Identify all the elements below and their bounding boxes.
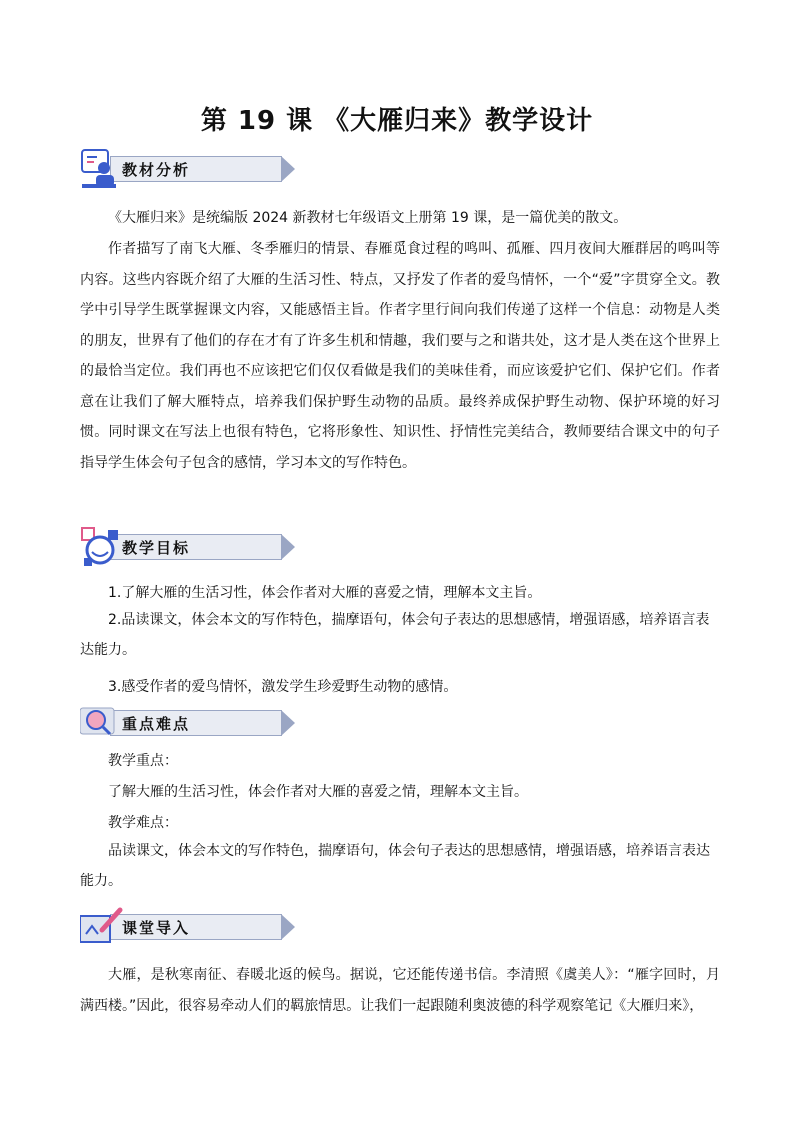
section-header-goals xyxy=(80,526,220,566)
section-header-analysis xyxy=(80,148,220,188)
goal-item-2: 2.品读课文，体会本文的写作特色，揣摩语句，体会句子表达的思想感情，增强语感，培养语言表达能力。 xyxy=(80,612,710,658)
difficulty-text: 品读课文，体会本文的写作特色，揣摩语句，体会句子表达的思想感情，增强语感，培养语言表达能力。 xyxy=(80,843,710,889)
section-label: 教材分析 xyxy=(122,161,191,179)
section-header-intro xyxy=(80,906,220,946)
goal-item-1: 1.了解大雁的生活习性，体会作者对大雁的喜爱之情，理解本文主旨。 xyxy=(108,585,542,601)
section-label: 课堂导入 xyxy=(122,919,191,937)
section-label: 教学目标 xyxy=(122,539,191,557)
target-icon xyxy=(80,526,122,570)
key-point-label: 教学重点： xyxy=(108,753,178,769)
teacher-icon xyxy=(80,148,120,192)
section-header-key-points xyxy=(80,702,220,742)
analysis-paragraph-1: 《大雁归来》是统编版 2024 新教材七年级语文上册第 19 课，是一篇优美的散文。 xyxy=(108,210,628,226)
goal-item-3: 3.感受作者的爱鸟情怀，激发学生珍爱野生动物的感情。 xyxy=(108,679,458,695)
key-point-text: 了解大雁的生活习性，体会作者对大雁的喜爱之情，理解本文主旨。 xyxy=(108,784,528,800)
section-label: 重点难点 xyxy=(122,715,191,733)
magnifier-icon xyxy=(80,702,122,742)
page-title: 第 19 课 《大雁归来》教学设计 xyxy=(200,106,594,136)
pencil-icon xyxy=(80,906,126,948)
analysis-paragraph-2: 作者描写了南飞大雁、冬季雁归的情景、春雁觅食过程的鸣叫、孤雁、四月夜间大雁群居的鸣叫等内容。这些内容既介绍了大雁的生活习性、特点，又抒发了作者的爱鸟情怀，一个“爱”字贯穿全文。教学中引导学生既掌握课文内容，又能感悟主旨。作者字里行间向我们传递了这样一个信息：动物是人类的朋友，世界有了他们的存在才有了许多生机和情趣，我们要与之和谐共处，这才是人类在这个世界上的最恰当定位。我们再也不应该把它们仅仅看做是我们的美味佳肴，而应该爱护它们、保护它们。作者意在让我们了解大雁特点，培养我们保护野生动物的品质。最终养成保护野生动物、保护环境的好习惯。同时课文在写法上也很有特色，它将形象性、知识性、抒情性完美结合，教师要结合课文中的句子指导学生体会句子包含的感情，学习本文的写作特色。 xyxy=(80,241,720,471)
intro-paragraph: 大雁，是秋寒南征、春暖北返的候鸟。据说，它还能传递书信。李清照《虞美人》：“雁字回时，月满西楼。”因此，很容易牵动人们的羁旅情思。让我们一起跟随利奥波德的科学观察笔记《大雁归来》， xyxy=(80,967,720,1014)
difficulty-label: 教学难点： xyxy=(108,815,178,831)
